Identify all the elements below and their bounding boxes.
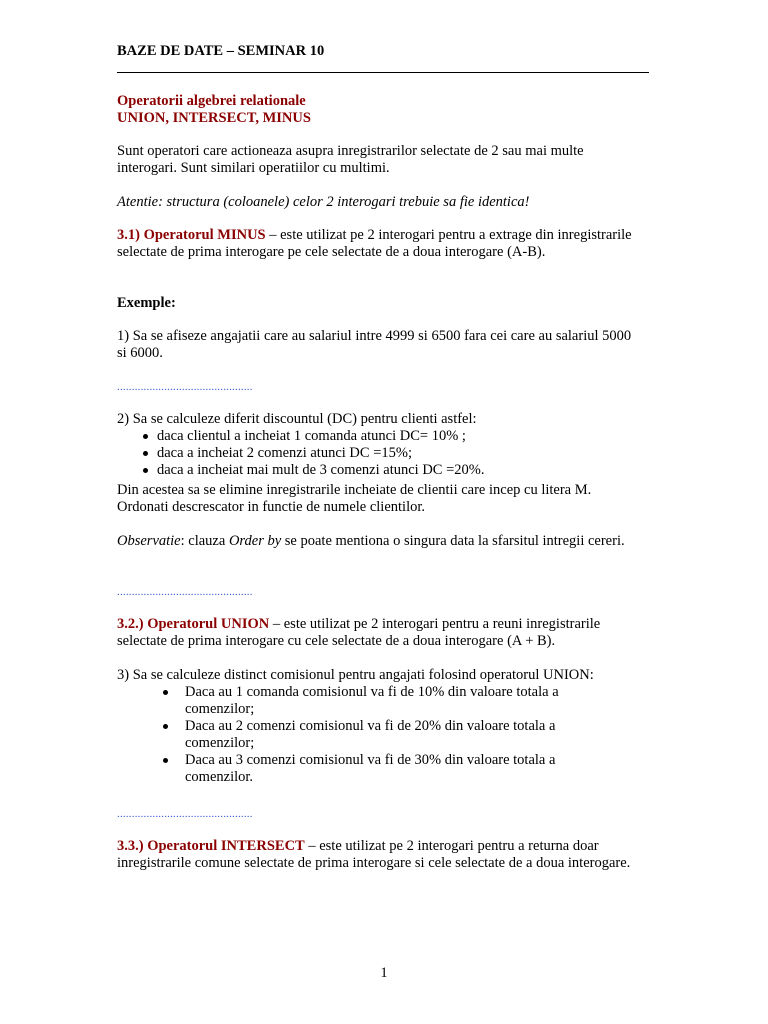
list-item: daca clientul a incheiat 1 comanda atunci DC= 10% ; xyxy=(139,428,619,445)
section-title-line2: UNION, INTERSECT, MINUS xyxy=(117,110,311,126)
page-number: 1 xyxy=(380,965,388,981)
union-paragraph xyxy=(117,616,637,650)
intersect-text: – este utilizat pe 2 interogari pentru a returna doar inregistrarile comune selectate de prima interogare si cele selectate de a doua interogare. xyxy=(117,838,631,871)
minus-paragraph xyxy=(117,227,637,261)
example-3-intro: 3) Sa se calculeze distinct comisionul pentru angajati folosind operatorul UNION: xyxy=(117,667,594,683)
intro-paragraph: Sunt operatori care actioneaza asupra inregistrarilor selectate de 2 sau mai multe interogari. Sunt similari operatiilor cu multimi. xyxy=(117,143,584,176)
list-item: daca a incheiat 2 comenzi atunci DC =15%; xyxy=(139,445,619,462)
list-item: Daca au 1 comanda comisionul va fi de 10% din valoare totala a comenzilor; xyxy=(163,684,603,718)
list-item: daca a incheiat mai mult de 3 comenzi atunci DC =20%. xyxy=(139,462,619,479)
intersect-paragraph xyxy=(117,838,637,872)
answer-placeholder-1: .............................................. xyxy=(117,381,253,393)
intersect-heading: 3.3.) Operatorul INTERSECT xyxy=(117,838,305,854)
header-rule xyxy=(117,72,649,73)
answer-placeholder-3: .............................................. xyxy=(117,808,253,820)
examples-label: Exemple: xyxy=(117,295,176,311)
example-1: 1) Sa se afiseze angajatii care au salariul intre 4999 si 6500 fara cei care au salariul 5000 si 6000. xyxy=(117,328,632,361)
observation-text-2: se poate mentiona o singura data la sfarsitul intregii cereri. xyxy=(281,533,625,549)
warning-note: Atentie: structura (coloanele) celor 2 interogari trebuie sa fie identica! xyxy=(117,194,530,210)
minus-text: – este utilizat pe 2 interogari pentru a extrage din inregistrarile selectate de prima interogare pe cele selectate de a doua interogare (A-B). xyxy=(117,227,632,260)
observation-note xyxy=(117,533,637,550)
minus-heading: 3.1) Operatorul MINUS xyxy=(117,227,266,243)
answer-placeholder-2: .............................................. xyxy=(117,586,253,598)
section-title-line1: Operatorii algebrei relationale xyxy=(117,93,306,109)
header-title: BAZE DE DATE – SEMINAR 10 xyxy=(117,43,325,59)
example-3-list xyxy=(163,684,603,786)
example-2-after-1: Din acestea sa se elimine inregistrarile incheiate de clientii care incep cu litera M. xyxy=(117,482,592,498)
list-item: Daca au 3 comenzi comisionul va fi de 30% din valoare totala a comenzilor. xyxy=(163,752,603,786)
list-item: Daca au 2 comenzi comisionul va fi de 20% din valoare totala a comenzilor; xyxy=(163,718,603,752)
union-text: – este utilizat pe 2 interogari pentru a reuni inregistrarile selectate de prima interogare cu cele selectate de a doua interogare (A + B). xyxy=(117,616,601,649)
observation-text-1: : clauza xyxy=(180,533,229,549)
observation-label: Observatie xyxy=(117,533,181,549)
example-2-list xyxy=(139,428,619,479)
union-heading: 3.2.) Operatorul UNION xyxy=(117,616,270,632)
observation-italic: Order by xyxy=(228,533,282,549)
example-2-after-2: Ordonati descrescator in functie de numele clientilor. xyxy=(117,499,426,515)
example-2-intro: 2) Sa se calculeze diferit discountul (DC) pentru clienti astfel: xyxy=(117,411,477,427)
